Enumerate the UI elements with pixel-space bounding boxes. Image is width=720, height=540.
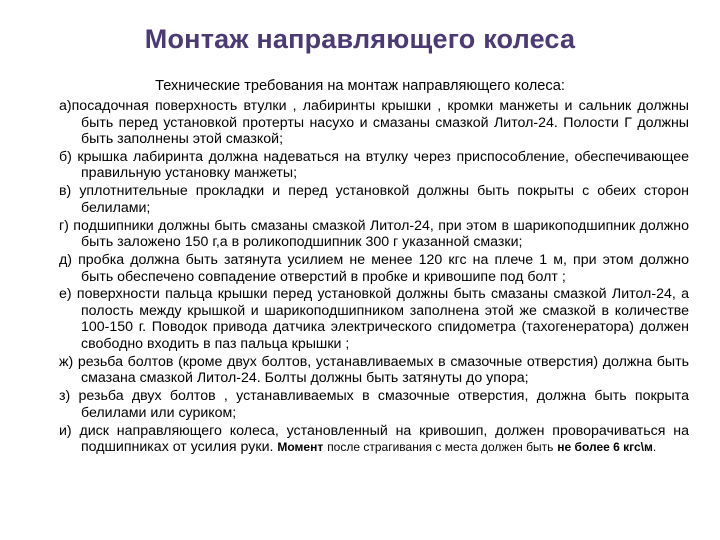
requirement-i-text: и) диск направляющего колеса, установленный на кривошип, должен проворачиваться на подшипниках от усилия руки. [59,422,689,456]
requirements-list [59,98,689,457]
requirement-b: б) крышка лабиринта должна надеваться на втулку через приспособление, обеспечивающее правильную установку манжеты; [59,148,689,182]
slide-title: Монтаж направляющего колеса [144,24,576,54]
requirement-zh: ж) резьба болтов (кроме двух болтов, устанавливаемых в смазочные отверстия) должна быть смазана смазкой Литол-24. Болты должны быть затянуты до упора; [59,353,689,387]
requirement-z: з) резьба двух болтов , устанавливаемых в смазочные отверстия, должна быть покрыта белилами или суриком; [59,388,689,421]
requirement-e: е) поверхности пальца крышки перед установкой должны быть смазаны смазкой Литол-24, а полость между крышкой и шарикоподшипником заполнена этой же смазкой в количестве 100-150 г. Поводок привода датчика электрического спидометра (тахогенератора) должен свободно входить в паз пальца крышки ; [59,286,689,352]
requirement-i [59,423,689,456]
subtitle: Технические требования на монтаж направляющего колеса: [155,78,565,94]
requirement-a: а)посадочная поверхность втулки , лабиринты крышки , кромки манжеты и сальник должны быть перед установкой протерты насухо и смазаны смазкой Литол-24. Полости Г должны быть заполнены этой смазкой; [59,98,689,147]
moment-text: после страгивания с места должен быть [327,440,554,455]
moment-end: . [652,440,657,455]
requirement-d: д) пробка должна быть затянута усилием не менее 120 кгс на плече 1 м, при этом должно быть обеспечено совпадение отверстий в пробке и кривошипе под болт ; [59,252,689,285]
moment-value: не более 6 кгс\м [557,440,653,455]
requirement-g: г) подшипники должны быть смазаны смазкой Литол-24, при этом в шарикоподшипник должно быть заложено 150 г,а в роликоподшипник 300 г указанной смазки; [59,217,689,251]
requirement-v: в) уплотнительные прокладки и перед установкой должны быть покрыты с обеих сторон белилами; [59,183,689,216]
moment-label: Момент [277,440,324,455]
